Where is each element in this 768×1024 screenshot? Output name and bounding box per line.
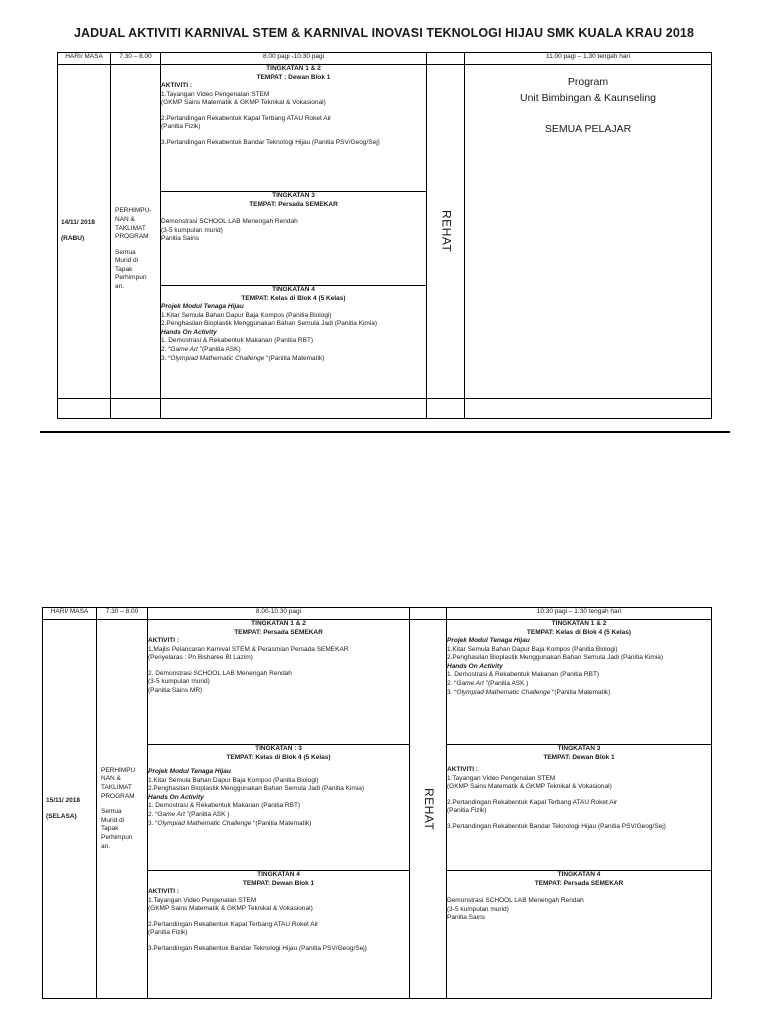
activity-block-form3 (148, 745, 410, 871)
agenda-line: Semua (115, 248, 136, 256)
break-label: REHAT (421, 787, 436, 831)
block-line: 3.Pertandingan Rekabentuk Bandar Teknologi Hijau (Panitia PSV/Geog/Sej) (161, 139, 380, 147)
agenda-line: an. (101, 842, 111, 850)
block-line: 3. “Olympiad Mathematic Challenge “(Panitia Matematik) (447, 688, 611, 696)
block-line: 1.Kitar Semula Bahan Dapur Baja Kompos (Panitia Biologi) (447, 645, 618, 653)
hands-on-title: Hands On Activity (447, 662, 503, 670)
activity-block-form3 (161, 192, 427, 286)
block-line: (GKMP Sains Matematik & GKMP Teknikal & Vokasional) (161, 99, 326, 107)
program-line-2: Unit Bimbingan & Kaunseling (520, 91, 656, 104)
activity-block-right-form1-2 (447, 620, 712, 745)
block-activity-label: AKTIVITI : (447, 766, 479, 774)
activity-block-form4 (161, 286, 427, 399)
agenda-line: PROGRAM (101, 792, 135, 800)
block-title: TINGKATAN 1 & 2 (266, 65, 321, 72)
block-line: Demonstrasi SCHOOL LAB Menengah Rendah (161, 218, 298, 226)
block-line: 2. Demonstrasi SCHOOL LAB Menengah Rendah (148, 669, 292, 677)
block-activity-label: AKTIVITI : (148, 888, 180, 896)
block-line: 1.Tayangan Video Pengenalan STEM (447, 774, 556, 782)
schedule-table-day2 (42, 607, 712, 999)
hands-on-title: Hands On Activity (148, 793, 204, 801)
agenda-line: Tapak (101, 825, 119, 833)
program-cell (465, 65, 712, 399)
block-venue: TEMPAT: Dewan Blok 1 (543, 753, 615, 761)
agenda-line: Tapak (115, 265, 133, 273)
header-day-time: HARI/ MASA (58, 53, 111, 65)
block-venue: TEMPAT: Kelas di Blok 4 (5 Kelas) (526, 628, 632, 636)
block-activity-label: AKTIVITI : (148, 637, 180, 645)
block-venue: TEMPAT: Persada SEMEKAR (249, 200, 338, 208)
block-line: (3-5 kumpulan murid) (148, 678, 210, 686)
agenda-line: PERHIMPU- (115, 207, 152, 215)
block-line: 2.Pertandingan Rekabentuk Kapal Terbang ATAU Roket Air (447, 798, 618, 806)
block-line: 2. “Game Art ”(Panitia ASK) (161, 346, 241, 354)
document-title: JADUAL AKTIVITI KARNIVAL STEM & KARNIVAL INOVASI TEKNOLOGI HIJAU SMK KUALA KRAU 2018 (73, 26, 695, 40)
agenda-cell (111, 65, 161, 399)
block-line: 2.Pertandingan Rekabentuk Kapal Terbang ATAU Roket Air (161, 114, 332, 122)
block-line: 1.Tayangan Video Pengenalan STEM (161, 90, 270, 98)
block-line: 1.Kitar Semula Bahan Dapur Baja Kompos (Panitia Biologi) (161, 311, 332, 319)
block-title: TINGKATAN 4 (257, 871, 300, 878)
block-line: 1.Majlis Pelancaran Karnival STEM & Perasmian Persada SEMEKAR (148, 645, 349, 653)
block-line: (Penyelaras : Pn Bisharee Bt Lazim) (148, 654, 253, 662)
break-cell (410, 620, 447, 999)
block-line: Panitia Sains (447, 914, 485, 922)
agenda-line: an. (115, 283, 125, 291)
weekday: (RABU) (61, 235, 85, 242)
activity-block-right-form4 (447, 871, 712, 999)
block-line: (Panitia Fizik) (447, 807, 487, 815)
block-title: TINGKATAN : 3 (255, 745, 302, 752)
block-line: 2.Penghasilan Bioplastik Menggunakan Bahan Semula Jadi (Panitia Kimia) (447, 654, 664, 662)
hands-on-title: Hands On Activity (161, 328, 217, 336)
activity-block-form1-2 (161, 65, 427, 192)
schedule-table-day1 (57, 52, 712, 419)
block-line: (GKMP Sains Matematik & GKMP Teknikal & Vokasional) (148, 905, 313, 913)
project-title: Projek Modul Tenaga Hijau (161, 303, 244, 311)
block-line: 1. Demostrasi & Rekabentuk Makanan (Panitia RBT) (148, 802, 301, 810)
header-slot-2: 8.00-10.30 pagi (148, 608, 410, 620)
header-row (43, 608, 712, 620)
block-line: 2. “Game Art ”(Panitia ASK ) (148, 811, 230, 819)
block-venue: TEMPAT: Kelas di Blok 4 (5 Kelas) (226, 753, 331, 761)
header-slot-3: 10.30 pagi – 1.30 tengah hari (447, 608, 712, 620)
block-venue: TEMPAT : Dewan Blok 1 (256, 73, 331, 81)
block-line: 3. “Olympiad Mathematic Challenge “(Panitia Matematik) (161, 354, 325, 362)
block-line: (Panitia Fizik) (148, 929, 188, 937)
agenda-line: Semua (101, 808, 122, 816)
header-slot-1: 7.30 – 8.00 (111, 53, 161, 65)
break-label: REHAT (439, 210, 454, 253)
agenda-line: PERHIMPU (101, 766, 136, 774)
agenda-cell (97, 620, 148, 999)
date: 14/11/ 2018 (61, 219, 95, 227)
block-line: (3-5 kumpulan murid) (161, 226, 223, 234)
header-slot-break (427, 53, 465, 65)
block-line: 1. Demostrasi & Rekabentuk Makanan (Panitia RBT) (447, 671, 600, 679)
block-title: TINGKATAN 1 & 2 (551, 620, 607, 627)
block-title: TINGKATAN 3 (272, 192, 315, 199)
agenda-line: Perhimpun (115, 274, 147, 282)
header-row (58, 53, 712, 65)
block-line: (GKMP Sains Matematik & GKMP Teknikal & Vokasional) (447, 783, 612, 791)
project-title: Projek Modul Tenaga Hijau (447, 637, 530, 645)
block-line: 2.Pertandingan Rekabentuk Kapal Terbang ATAU Roket Air (148, 920, 319, 928)
activity-block-form4 (148, 871, 410, 999)
block-title: TINGKATAN 1 & 2 (251, 620, 306, 627)
empty-row (58, 399, 712, 419)
block-venue: TEMPAT: Persada SEMEKAR (534, 879, 624, 887)
date: 15/11/ 2018 (46, 796, 80, 804)
block-line: 1. Demostrasi & Rekabentuk Makanan (Panitia RBT) (161, 337, 314, 345)
block-venue: TEMPAT: Dewan Blok 1 (242, 879, 315, 887)
block-line: 2. “Game Art ”(Panitia ASK ) (447, 680, 529, 688)
agenda-line: NAN & (115, 215, 135, 223)
block-line: (Panitia Fizik) (161, 123, 201, 131)
block-title: TINGKATAN 4 (557, 871, 601, 878)
block-line: 3.Pertandingan Rekabentuk Bandar Teknologi Hijau (Panitia PSV/Geog/Sej) (447, 823, 666, 831)
block-line: 2.Penghasilan Bioplastik Menggunakan Bahan Semula Jadi (Panitia Kimia) (161, 320, 378, 328)
agenda-line: TAKLIMAT (115, 224, 146, 232)
weekday: (SELASA) (46, 812, 77, 820)
break-cell (427, 65, 465, 399)
block-line: Demonstrasi SCHOOL LAB Menengah Rendah (447, 897, 584, 905)
date-cell (43, 620, 97, 999)
header-slot-1: 7.30 – 8.00 (97, 608, 148, 620)
block-line: (Panitia Sains MR) (148, 687, 203, 695)
block-line: 3. “Olympiad Mathematic Challenge “(Panitia Matematik) (148, 819, 312, 827)
program-line-3: SEMUA PELAJAR (544, 122, 632, 135)
activity-block-form1-2 (148, 620, 410, 745)
block-line: Panitia Sains (161, 235, 199, 243)
block-title: TINGKATAN 3 (557, 745, 601, 752)
block-venue: TEMPAT: Kelas di Blok 4 (5 Kelas) (241, 294, 346, 302)
header-slot-2: 8.00 pagi -10.30 pagi (161, 53, 427, 65)
block-line: (3-5 kumpulan murid) (447, 905, 509, 913)
agenda-line: PROGRAM (115, 233, 149, 241)
block-line: 3.Pertandingan Rekabentuk Bandar Teknologi Hijau (Panitia PSV/Geog/Sej) (148, 945, 367, 953)
divider-line (40, 431, 730, 433)
block-activity-label: AKTIVITI : (161, 82, 193, 90)
header-slot-break (410, 608, 447, 620)
project-title: Projek Modul Tenaga Hijau (148, 768, 231, 776)
program-line-1: Program (567, 76, 609, 88)
agenda-line: Murid di (101, 816, 125, 824)
block-line: 1.Tayangan Video Pengenalan STEM (148, 896, 257, 904)
agenda-line: Murid di (115, 257, 139, 265)
block-title: TINGKATAN 4 (272, 286, 315, 293)
block-line: 2.Penghasilan Bioplastik Menggunakan Bahan Semula Jadi (Panitia Kimia) (148, 785, 365, 793)
header-day-time: HARI/ MASA (43, 608, 97, 620)
block-line: 1.Kitar Semula Bahan Dapur Baja Kompos (Panitia Biologi) (148, 776, 319, 784)
date-cell (58, 65, 111, 399)
header-slot-3: 11.00 pagi – 1.30 tengah hari (465, 53, 712, 65)
agenda-line: Perhimpun (101, 833, 133, 841)
block-venue: TEMPAT: Persada SEMEKAR (234, 628, 323, 636)
agenda-line: NAN & (101, 775, 121, 783)
agenda-line: TAKLIMAT (101, 784, 132, 792)
activity-block-right-form3 (447, 745, 712, 871)
